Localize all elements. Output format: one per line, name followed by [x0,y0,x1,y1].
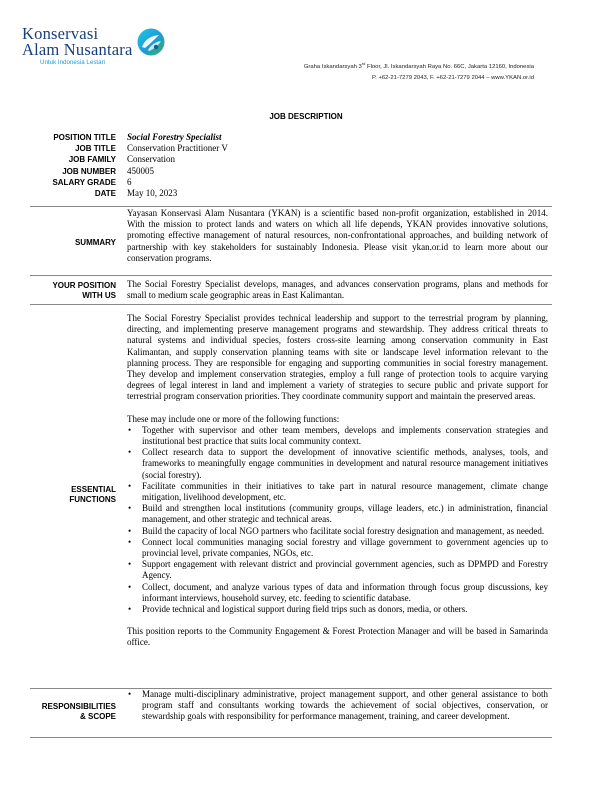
essential-functions-list [127,425,548,615]
logo-tagline: Untuk Indonesia Lestari [40,59,106,66]
header-row-job-number [30,166,552,177]
header-row-date [30,188,552,199]
address-line-2: P. +62-21-7279 2043, F. +62-21-7279 2044 – www.YKAN.or.id [372,74,534,81]
list-item: • Collect, document, and analyze various types of data and information through focus group discussions, key informant interviews, household survey, etc. feeding to scientific database. [127,582,548,604]
header-row-job-title [30,143,552,154]
header-row-job-family [30,154,552,165]
responsibilities-label: RESPONSIBILITIES & SCOPE [41,702,116,721]
logo-wordmark-line2: Alam Nusantara [22,40,133,59]
responsibilities-body [127,689,548,723]
logo-wordmark-line1: Konservasi [22,24,99,43]
header-value: Conservation [127,154,175,165]
section-divider [30,304,552,305]
list-item: • Support engagement with relevant district and provincial government agencies, such as DPMPD and Forestry Agency. [127,559,548,581]
essential-closing: This position reports to the Community Engagement & Forest Protection Manager and will be based in Samarinda office. [127,626,548,648]
list-item: • Collect research data to support the development of innovative scientific methods, analyses, tools, and frameworks to meaningfully engage communities in development and natural resource management initiatives (social forestry). [127,447,548,481]
header-label: JOB TITLE [75,144,116,154]
ykan-logo [22,25,172,71]
header-label: DATE [94,188,116,198]
organization-address [304,58,534,84]
header-row-salary-grade [30,177,552,188]
document-title: JOB DESCRIPTION [269,112,343,121]
list-item: • Connect local communities managing social forestry and village government to government agencies up to provincial level, private companies, NGOs, etc. [127,537,548,559]
list-item: • Build and strengthen local institutions (community groups, village leaders, etc.) in administration, financial management, and other strategic and technical areas. [127,503,548,525]
section-divider [30,206,552,207]
list-item: • Together with supervisor and other team members, develops and implements conservation strategies and institutional best practice that suits local community context. [127,425,548,447]
list-item: • Manage multi-disciplinary administrative, project management support, and other general assistance to both program staff and consultants working towards the achievement of social objectives, conservation, or stewardship goals with responsibility for performance management, training, and career development. [127,689,548,723]
header-value: May 10, 2023 [127,187,178,198]
essential-lead: These may include one or more of the following functions: [127,413,340,424]
address-line-1: Graha Iskandarsyah 3rd Floor, Jl. Iskandarsyah Raya No. 66C, Jakarta 12160, Indonesia [303,61,534,70]
summary-text: Yayasan Konservasi Alam Nusantara (YKAN) is a scientific based non-profit organization, established in 2014. With the mission to protect lands and waters on which all life depends, YKAN provides innovative solutions, promoting effective management of natural resources, non-confrontational approaches, and building network of partnership with key stakeholders for sustainably Indonesia. Please visit ykan.or.id to learn more about our conservation programs. [127,208,548,263]
position-label: YOUR POSITION WITH US [52,281,116,300]
essential-functions-label: ESSENTIAL FUNCTIONS [69,485,116,504]
position-text: The Social Forestry Specialist develops, manages, and advances conservation programs, plans and methods for small to medium scale geographic areas in East Kalimantan. [127,279,548,301]
essential-intro: The Social Forestry Specialist provides technical leadership and support to the terrestrial program by planning, directing, and implementing preserve management programs and stewardship. They address critical threats to natural systems and individual species, fosters cross-site learning among conservation community in East Kalimantan, and supply conservation planning teams with site or landscape level information relevant to the planning process. They are responsible for engaging and supporting communities in social forestry management. They develop and implement conservation strategies, employ a full range of protection tools to acquire varying degrees of legal interest in land and implement a variety of strategies to secure public and private support for terrestrial program conservation priorities. They coordinate community support and maintain the preserved areas. [127,313,548,402]
leaf-emblem-icon [136,27,166,57]
header-value: Conservation Practitioner V [127,143,228,154]
essential-functions-body [127,313,548,649]
list-item: • Build the capacity of local NGO partners who facilitate social forestry designation and management, as needed. [127,526,548,537]
header-value: Social Forestry Specialist [127,132,222,142]
section-divider [30,737,552,738]
job-header-table [30,132,552,199]
responsibilities-list [127,689,548,723]
section-divider [30,275,552,276]
header-value: 6 [127,176,132,187]
header-row-position-title [30,132,552,143]
header-label: JOB NUMBER [62,166,116,176]
header-value: 450005 [127,165,154,176]
header-label: JOB FAMILY [68,155,116,165]
list-item: • Facilitate communities in their initiatives to take part in natural resource management, climate change mitigation, livelihood development, etc. [127,481,548,503]
list-item: • Provide technical and logistical support during field trips such as donors, media, or others. [127,604,548,615]
header-label: POSITION TITLE [53,133,116,142]
summary-label: SUMMARY [74,238,116,247]
header-label: SALARY GRADE [52,177,116,187]
